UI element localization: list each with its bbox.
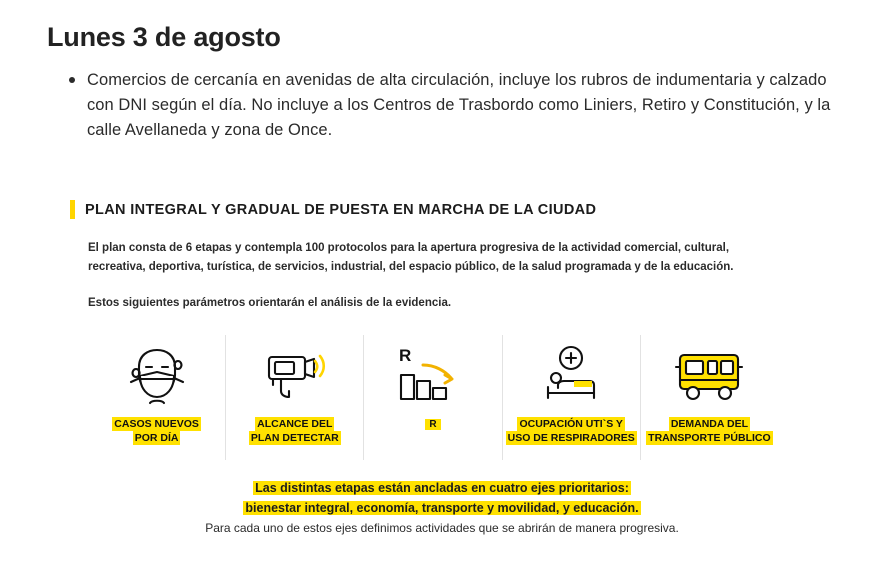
metric-item-r — [363, 335, 501, 460]
metric-label: CASOS NUEVOS POR DÍA — [114, 418, 199, 444]
infographic-paragraph-2: Estos siguientes parámetros orientarán el análisis de la evidencia. — [88, 297, 452, 309]
metric-item-plan-detectar — [225, 335, 363, 460]
metric-sublabel: R — [425, 419, 440, 430]
list-item-text: Comercios de cercanía en avenidas de alta circulación, incluye los rubros de indumentaria y calzado con DNI según el día. No incluye a los Centros de Trasbordo como Liniers, Retiro y Constitución, y la calle Avellaneda y zona de Once. — [87, 71, 831, 139]
article-content — [47, 0, 837, 143]
infographic-heading — [70, 200, 837, 219]
page-right-gutter — [837, 0, 873, 587]
bus-icon — [670, 341, 748, 411]
metric-label: DEMANDA DEL TRANSPORTE PÚBLICO — [648, 418, 771, 444]
metric-item-casos-nuevos — [88, 335, 225, 460]
list-item — [47, 68, 837, 143]
infographic-card — [47, 200, 837, 538]
caption-line-3: Para cada uno de estos ejes definimos actividades que se abrirán de manera progresiva. — [205, 521, 679, 535]
infographic-paragraph-1: El plan consta de 6 etapas y contempla 100 protocolos para la apertura progresiva de la actividad comercial, cultural, recreativa, deportiva, turística, de servicios, industrial, del espacio público, de la salud programada y de la educación. — [88, 242, 734, 273]
metric-item-ocupacion-uti — [502, 335, 640, 460]
thermometer-gun-icon — [259, 341, 331, 411]
infographic-heading-text: PLAN INTEGRAL Y GRADUAL DE PUESTA EN MARCHA DE LA CIUDAD — [85, 201, 597, 218]
page-left-gutter — [0, 0, 30, 587]
heading-accent-bar — [70, 200, 75, 219]
caption-line-1: Las distintas etapas están ancladas en cuatro ejes prioritarios: — [255, 481, 629, 495]
masked-person-icon — [124, 341, 190, 411]
bullet-list — [47, 68, 837, 143]
infographic-body — [88, 239, 738, 313]
hospital-bed-icon — [536, 341, 606, 411]
metric-icon-row — [88, 335, 778, 460]
metric-label: ALCANCE DEL PLAN DETECTAR — [250, 418, 339, 444]
svg-text:R: R — [399, 346, 412, 365]
infographic-caption — [47, 478, 837, 538]
page-title: Lunes 3 de agosto — [47, 22, 281, 52]
metric-label: OCUPACIÓN UTI`S Y USO DE RESPIRADORES — [507, 418, 635, 444]
bullet-dot-icon — [69, 77, 75, 83]
caption-line-2: bienestar integral, economía, transporte y movilidad, y educación. — [245, 501, 639, 515]
declining-bars-r-icon — [393, 341, 473, 411]
metric-item-transporte — [640, 335, 778, 460]
